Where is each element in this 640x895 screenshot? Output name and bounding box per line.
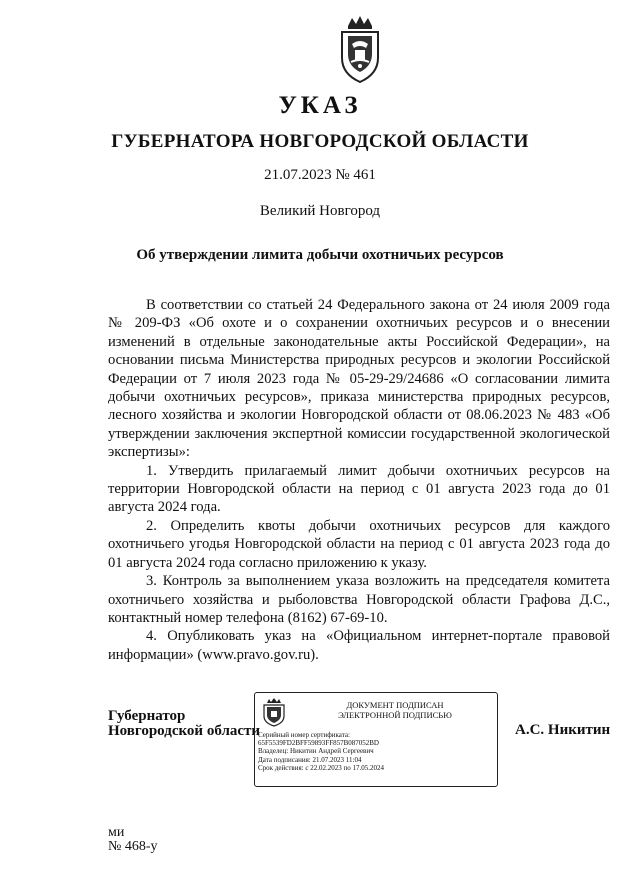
date-number: 21.07.2023 № 461 [264, 167, 376, 183]
document-title: УКАЗ [278, 92, 362, 119]
clause-2: 2. Определить квоты добычи охотничьих ресурсов для каждого охотничьего угодья Новгородской области на период с 01 августа 2023 года до 01 августа 2024 года согласно приложению к указу. [108, 517, 610, 571]
document-footer [108, 826, 158, 854]
clause-3: 3. Контроль за выполнением указа возложить на председателя комитета охотничьего хозяйства и рыболовства Новгородской области Графова Д.С., контактный номер телефона (8162) 67-69-10. [108, 573, 610, 626]
electronic-signature-stamp [254, 692, 498, 787]
document-body [108, 296, 610, 664]
footer-number: № 468-у [108, 839, 158, 854]
signing-date: Дата подписания: 21.07.2023 11:04 [258, 755, 362, 764]
signer-position-line1: Губернатор [108, 708, 186, 724]
cert-owner: Владелец: Никитин Андрей Сергеевич [258, 747, 374, 756]
cert-label: Серийный номер сертификата: [258, 731, 350, 739]
signer-position-line2: Новгородской области [108, 723, 261, 739]
preamble-paragraph: В соответствии со статьей 24 Федерального закона от 24 июля 2009 года № 209-ФЗ «Об охоте и о сохранении охотничьих ресурсов и о внесении изменений в отдельные законодательные акты Российской Федерации», на основании письма Министерства природных ресурсов и экологии Российской Федерации от 7 июля 2023 года № 05-29-29/24686 «О согласовании лимита добычи охотничьих ресурсов», приказа министерства природных ресурсов, лесного хозяйства и экологии Новгородской области от 08.06.2023 № 483 «Об утверждении заключения экспертной комиссии государственной экологической экспертизы»: [108, 297, 610, 461]
stamp-details [258, 731, 384, 772]
stamp-header-line1: ДОКУМЕНТ ПОДПИСАН [346, 700, 444, 710]
footer-initials: ми [108, 825, 125, 840]
coat-of-arms-icon [261, 697, 287, 727]
issuer-title: ГУБЕРНАТОРА НОВГОРОДСКОЙ ОБЛАСТИ [111, 131, 529, 152]
cert-validity: Срок действия: с 22.02.2023 по 17.05.2024 [258, 763, 384, 772]
clause-1: 1. Утвердить прилагаемый лимит добычи охотничьих ресурсов на территории Новгородской области на период с 01 августа 2023 года до 01 августа 2024 года. [108, 462, 610, 516]
city: Великий Новгород [259, 203, 381, 219]
clause-4: 4. Опубликовать указ на «Официальном интернет-портале правовой информации» (www.pravo.gov.ru). [108, 628, 610, 663]
cert-value: 65F5539FD2BFF59893FF857B087052BD [258, 739, 379, 748]
document-subject: Об утверждении лимита добычи охотничьих ресурсов [136, 247, 504, 263]
signer-position [108, 709, 260, 739]
signer-name: А.С. Никитин [515, 722, 611, 738]
coat-of-arms-icon [338, 14, 382, 84]
stamp-header [295, 700, 495, 720]
stamp-header-line2: ЭЛЕКТРОННОЙ ПОДПИСЬЮ [338, 710, 452, 720]
